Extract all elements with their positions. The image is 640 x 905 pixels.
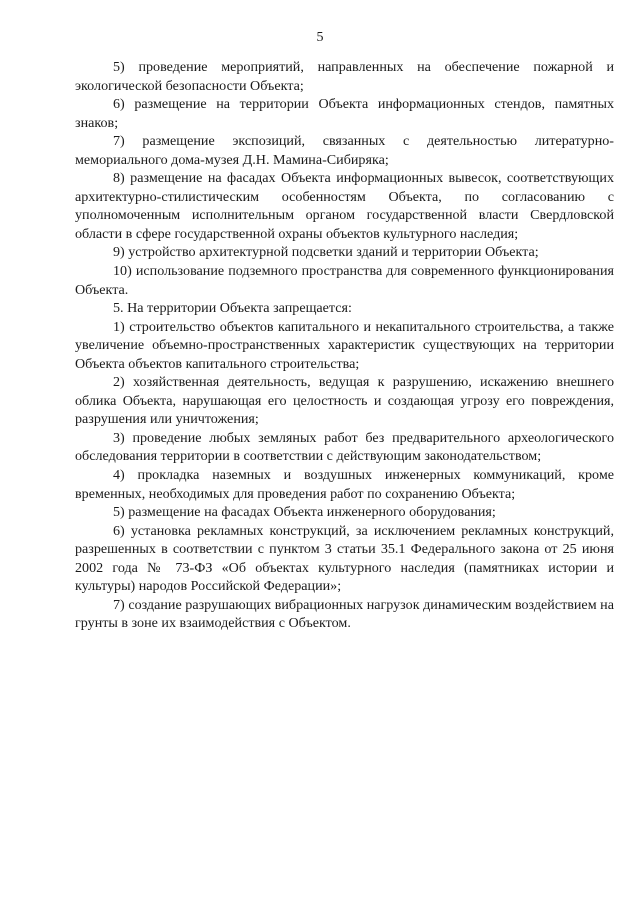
paragraph: 6) размещение на территории Объекта информационных стендов, памятных знаков;	[75, 96, 614, 131]
document-body	[75, 58, 614, 633]
paragraph: 3) проведение любых земляных работ без предварительного археологического обследования территории в соответствии с действующим законодательством;	[75, 429, 614, 465]
section-heading: 5. На территории Объекта запрещается:	[113, 300, 352, 317]
paragraph: 8) размещение на фасадах Объекта информационных вывесок, соответствующих архитектурно-стилистическим особенностям Объекта, по согласованию с уполномоченным исполнительным органом государственной власти Свердловской области в сфере государственной охраны объектов культурного наследия;	[75, 170, 614, 242]
page-number: 5	[316, 30, 324, 45]
paragraph: 10) использование подземного пространства для современного функционирования Объекта.	[75, 263, 614, 298]
paragraph: 4) прокладка наземных и воздушных инженерных коммуникаций, кроме временных, необходимых для проведения работ по сохранению Объекта;	[75, 467, 614, 502]
paragraph: 1) строительство объектов капитального и некапитального строительства, а также увеличение объемно-пространственных характеристик существующих на территории Объекта объектов капитального строительства;	[75, 318, 614, 372]
paragraph: 7) создание разрушающих вибрационных нагрузок динамическим воздействием на грунты в зоне их взаимодействия с Объектом.	[75, 596, 614, 632]
paragraph: 5) размещение на фасадах Объекта инженерного оборудования;	[113, 504, 496, 521]
paragraph: 6) установка рекламных конструкций, за исключением рекламных конструкций, разрешенных в соответствии с пунктом 3 статьи 35.1 Федерального закона от 25 июня 2002 года № 73-ФЗ «Об объектах культурного наследия (памятниках истории и культуры) народов Российской Федерации»;	[75, 522, 614, 595]
paragraph: 7) размещение экспозиций, связанных с деятельностью литературно-мемориального дома-музея Д.Н. Мамина-Сибиряка;	[75, 133, 614, 168]
paragraph: 9) устройство архитектурной подсветки зданий и территории Объекта;	[113, 244, 539, 261]
paragraph: 2) хозяйственная деятельность, ведущая к разрушению, искажению внешнего облика Объекта, нарушающая его целостность и создающая угрозу его повреждения, разрушения или уничтожения;	[75, 374, 614, 428]
paragraph: 5) проведение мероприятий, направленных на обеспечение пожарной и экологической безопасности Объекта;	[75, 59, 614, 94]
